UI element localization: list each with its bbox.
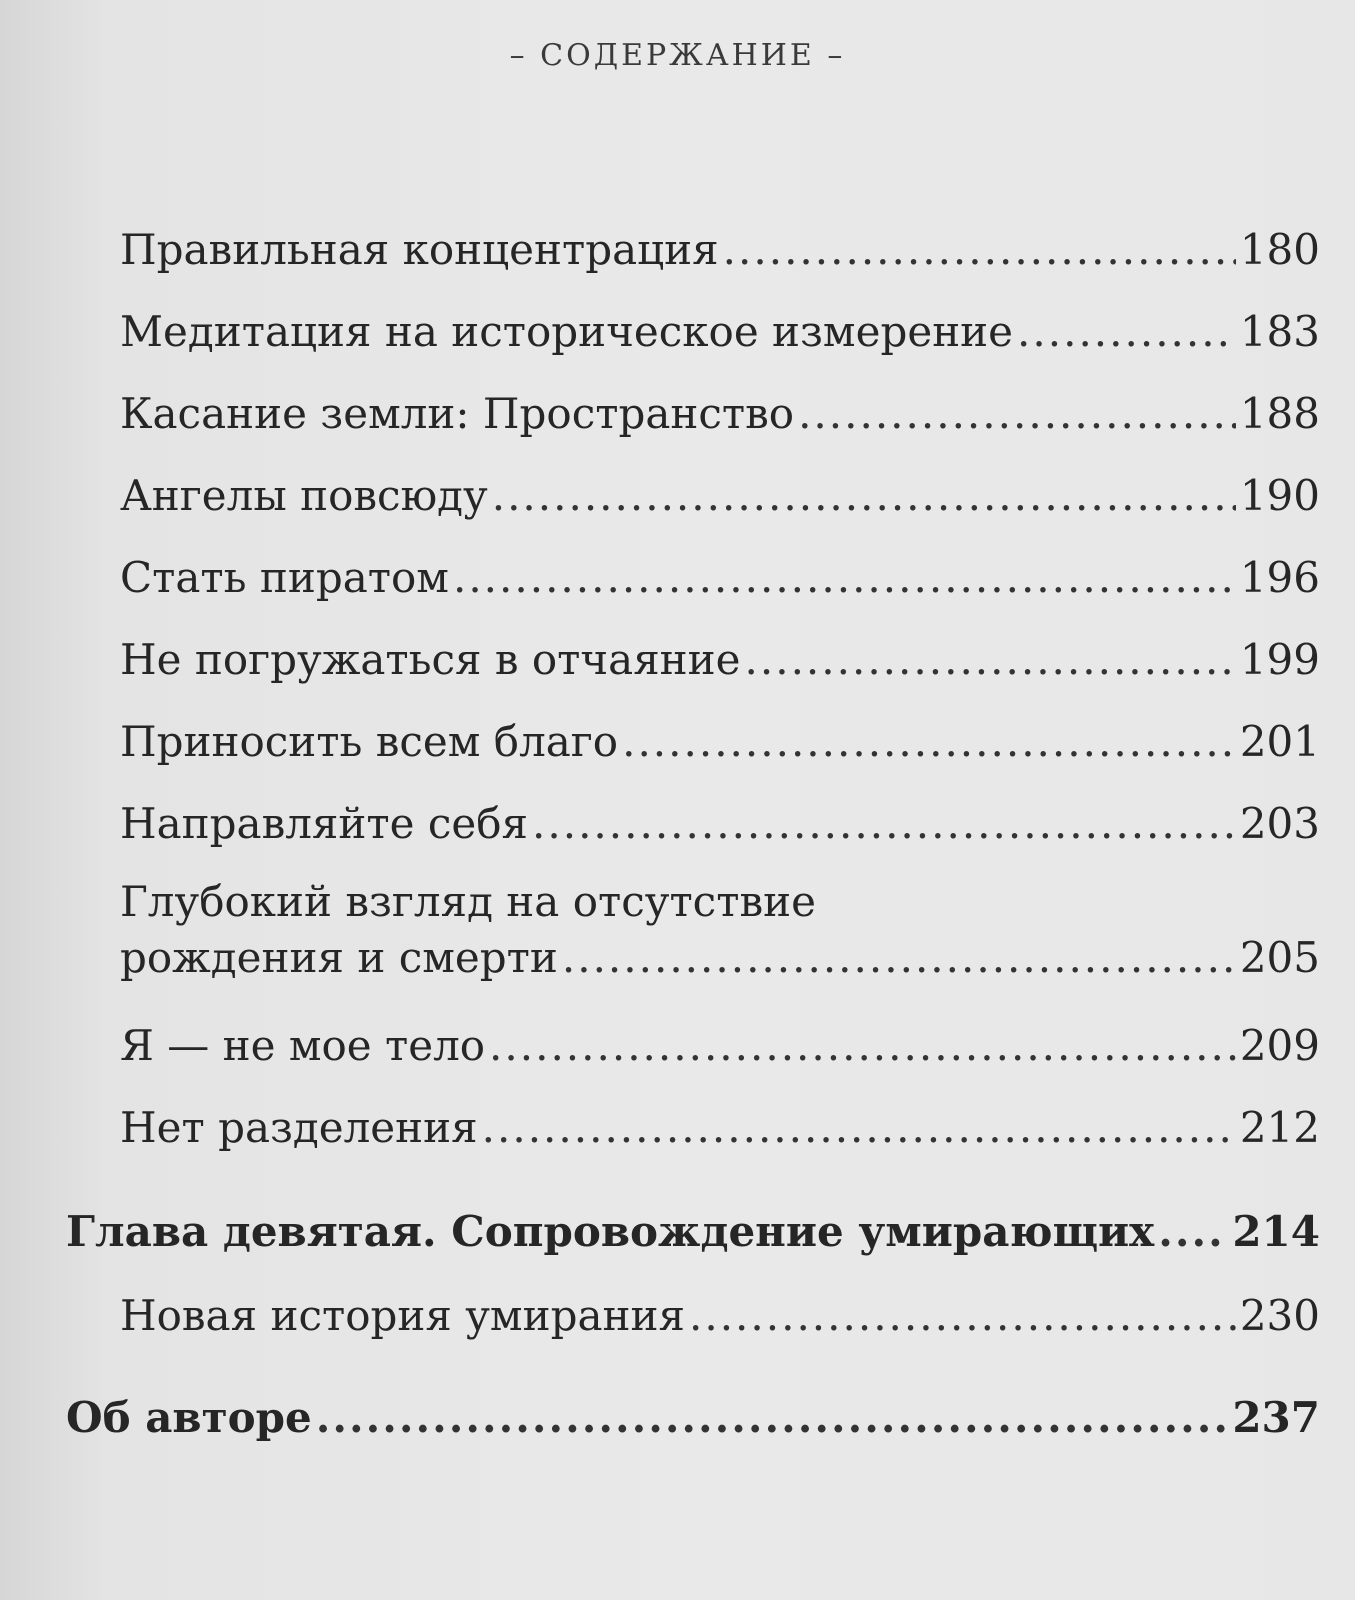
toc-entry xyxy=(120,468,1320,524)
toc-entry-multiline xyxy=(120,874,1320,986)
toc-chapter-title: Об авторе xyxy=(66,1393,312,1442)
toc-entry xyxy=(120,796,1320,852)
toc-entry-title: Медитация на историческое измерение xyxy=(120,307,1014,356)
running-head: – СОДЕРЖАНИЕ – xyxy=(509,38,846,73)
toc-entry-page: 230 xyxy=(1239,1291,1320,1340)
toc-entry-page: 212 xyxy=(1239,1103,1320,1152)
toc-entry-page: 196 xyxy=(1239,553,1320,602)
toc-leader-dots xyxy=(316,1390,1229,1446)
toc-entry-page: 205 xyxy=(1239,933,1320,982)
toc-entry xyxy=(120,1288,1320,1344)
toc-entry-title: Ангелы повсюду xyxy=(120,471,488,520)
toc-entry-title: Касание земли: Пространство xyxy=(120,389,795,438)
toc-entry-title: Не погружаться в отчаяние xyxy=(120,635,741,684)
toc-entry-page: 203 xyxy=(1239,799,1320,848)
toc-leader-dots xyxy=(689,1288,1236,1344)
toc-chapter-title: Глава девятая. Сопровождение умирающих xyxy=(66,1207,1155,1256)
toc-leader-dots xyxy=(798,386,1236,442)
toc-entry xyxy=(120,1100,1320,1156)
toc-leader-dots xyxy=(1158,1204,1228,1260)
toc-leader-dots xyxy=(489,1018,1236,1074)
toc-leader-dots xyxy=(1017,304,1236,360)
toc-entry xyxy=(120,222,1320,278)
toc-entry xyxy=(120,386,1320,442)
toc-leader-dots xyxy=(745,632,1236,688)
toc-entry-title: Приносить всем благо xyxy=(120,717,619,766)
toc-entry-page: 214 xyxy=(1232,1207,1320,1256)
toc-leader-dots xyxy=(562,930,1236,986)
toc-entry xyxy=(120,632,1320,688)
toc-leader-dots xyxy=(532,796,1236,852)
toc-entry xyxy=(120,550,1320,606)
toc-entry-title: Стать пиратом xyxy=(120,553,449,602)
toc-entry-title: Новая история умирания xyxy=(120,1291,685,1340)
toc-leader-dots xyxy=(453,550,1236,606)
toc-entry-page: 180 xyxy=(1239,225,1320,274)
toc-chapter-entry xyxy=(66,1390,1320,1446)
toc-entry-page: 188 xyxy=(1239,389,1320,438)
toc-entry-title-line1: Глубокий взгляд на отсутствие xyxy=(120,877,816,926)
toc-leader-dots xyxy=(482,1100,1236,1156)
toc-entry-page: 209 xyxy=(1239,1021,1320,1070)
toc-entry-page: 199 xyxy=(1239,635,1320,684)
toc-entry-title: Нет разделения xyxy=(120,1103,478,1152)
toc-entry xyxy=(120,714,1320,770)
toc-entry xyxy=(120,1018,1320,1074)
toc-leader-dots xyxy=(723,222,1236,278)
toc-chapter-entry xyxy=(66,1204,1320,1260)
toc-entry-title-line2: рождения и смерти xyxy=(120,933,558,982)
toc-entry-page: 190 xyxy=(1239,471,1320,520)
toc-entry xyxy=(120,304,1320,360)
toc-entry-title: Я — не мое тело xyxy=(120,1021,486,1070)
toc-entry-title: Правильная концентрация xyxy=(120,225,719,274)
toc-entry-page: 201 xyxy=(1239,717,1320,766)
toc-entry-page: 237 xyxy=(1232,1393,1320,1442)
toc-leader-dots xyxy=(622,714,1236,770)
toc-entry-page: 183 xyxy=(1239,307,1320,356)
toc-leader-dots xyxy=(492,468,1236,524)
toc-entry-title: Направляйте себя xyxy=(120,799,529,848)
